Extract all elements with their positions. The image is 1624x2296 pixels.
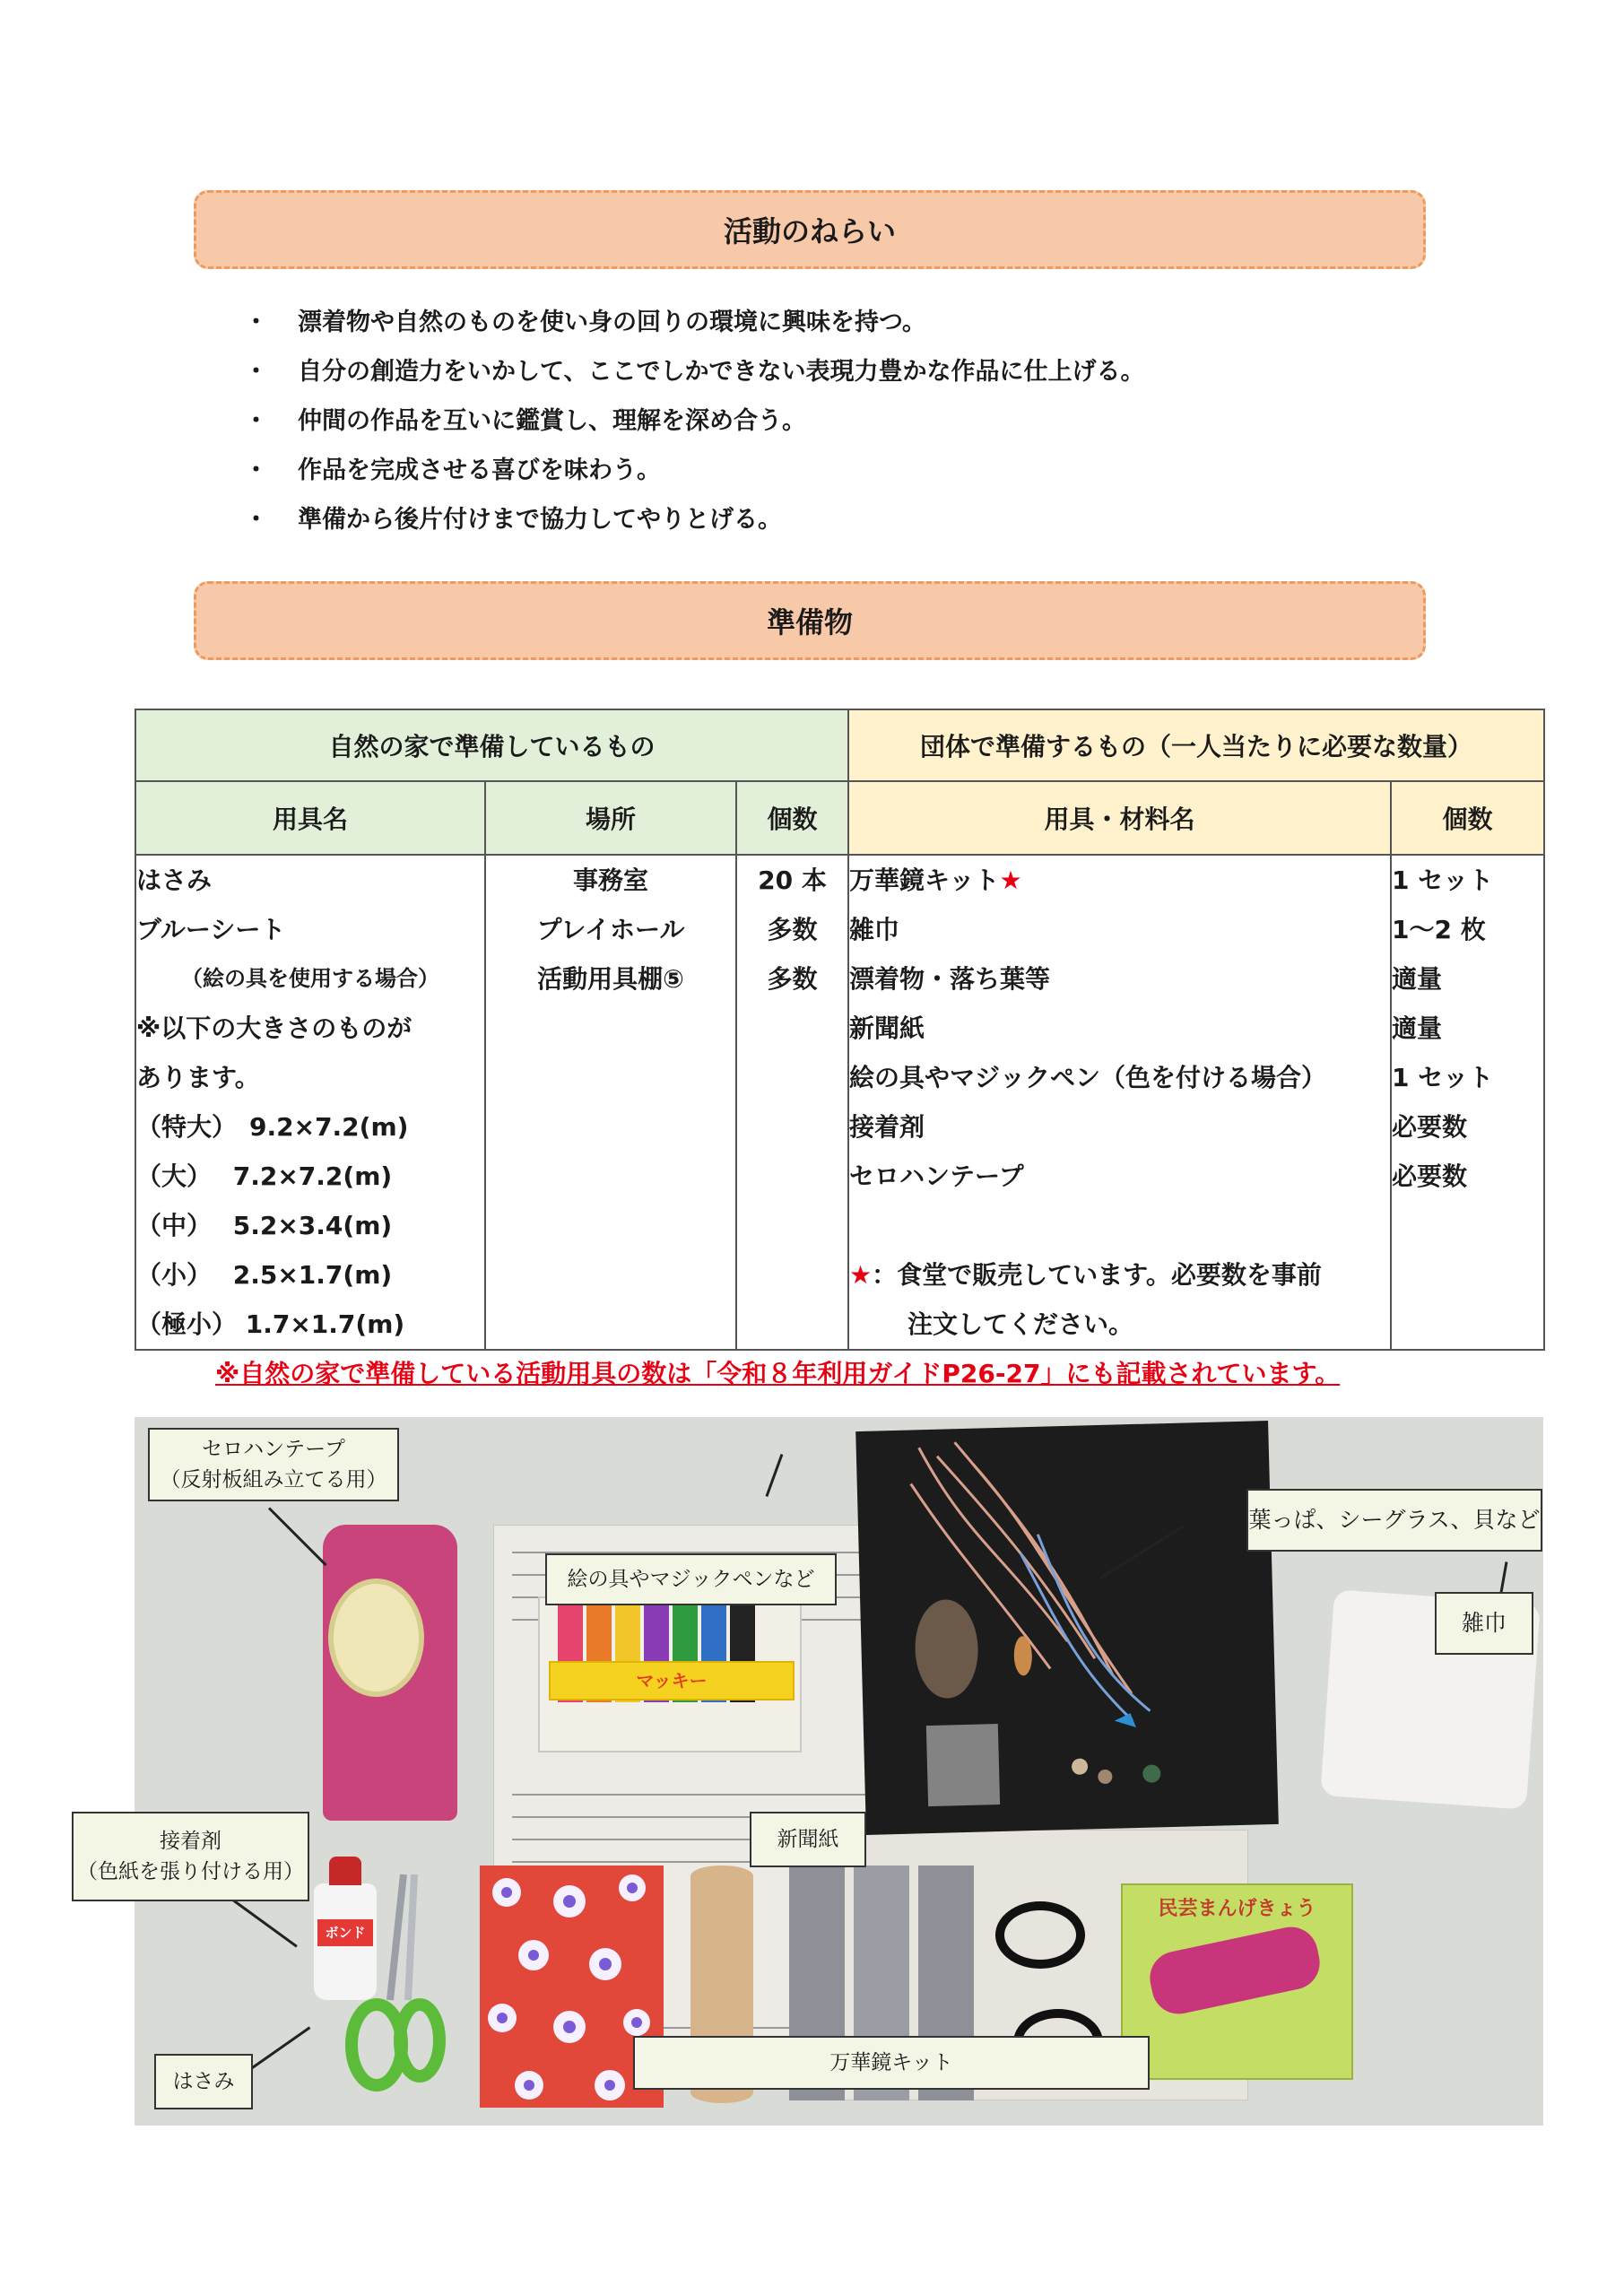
prep-table (135, 709, 1545, 1351)
leader-line (250, 2026, 310, 2069)
callout-paint-text: 絵の具やマジックペンなど (567, 1568, 815, 1591)
place-name: 事務室 (572, 865, 648, 895)
tool-cell (135, 855, 485, 1350)
material-name: 雑巾 (849, 915, 900, 944)
material-name: セロハンテープ (849, 1161, 1024, 1191)
material-count: 必要数 (1392, 1161, 1468, 1191)
star-note-text: ：食堂で販売しています。必要数を事前 (872, 1260, 1322, 1290)
callout-cloth (1435, 1592, 1533, 1655)
size-row: （特大） 9.2×7.2(m) (136, 1112, 409, 1142)
driftwood-items (855, 1421, 1279, 1835)
tape-dispenser-image (323, 1525, 457, 1821)
leader-line (268, 1507, 327, 1566)
eyepiece-ring-image (995, 1901, 1085, 1969)
aims-list (244, 298, 1144, 544)
scissors-image (341, 1866, 448, 2099)
prep-heading: 準備物 (766, 605, 853, 639)
leader-line (765, 1454, 783, 1497)
count-value: 多数 (767, 964, 818, 994)
size-row: （小） 2.5×1.7(m) (136, 1260, 393, 1290)
material-count: 1～2 枚 (1392, 915, 1486, 944)
marker-pack-image (538, 1596, 802, 1752)
col-material-header: 用具・材料名 (848, 781, 1391, 855)
callout-scissors (154, 2054, 253, 2109)
size-note: ※以下の大きさのものが (136, 1013, 413, 1043)
count-value: 20 本 (758, 865, 827, 895)
material-name: 絵の具やマジックペン（色を付ける場合） (849, 1063, 1327, 1092)
aims-item: ・ 漂着物や自然のものを使い身の回りの環境に興味を持つ。 (244, 298, 1144, 347)
star-note-cont: 注文してください。 (908, 1309, 1134, 1339)
material-text: 万華鏡キット (849, 865, 1000, 895)
aims-item: ・ 作品を完成させる喜びを味わう。 (244, 446, 1144, 495)
tool-name: はさみ (136, 865, 213, 895)
star-mark: ★ (999, 865, 1022, 895)
callout-kit (633, 2036, 1150, 2090)
callout-tape (148, 1428, 399, 1501)
spacer (849, 1201, 1390, 1250)
aims-item: ・ 準備から後片付けまで協力してやりとげる。 (244, 495, 1144, 544)
marker-brand: マッキー (549, 1661, 795, 1700)
material-count: 必要数 (1392, 1112, 1468, 1142)
material-cell (848, 855, 1391, 1350)
materials-photo (77, 1417, 1543, 2126)
count-value: 多数 (767, 915, 818, 944)
kit-package-image (1121, 1883, 1353, 2080)
col-tool-header: 用具名 (135, 781, 485, 855)
callout-tape-title: セロハンテープ (202, 1438, 345, 1461)
callout-cloth-text: 雑巾 (1461, 1610, 1507, 1636)
tape-roll (328, 1578, 424, 1697)
star-mark: ★ (849, 1260, 873, 1290)
left-group-header: 自然の家で準備しているもの (135, 709, 848, 781)
aims-item: ・ 自分の創造力をいかして、ここでしかできない表現力豊かな作品に仕上げる。 (244, 347, 1144, 396)
size-note: あります。 (136, 1063, 260, 1092)
count-cell (736, 855, 848, 1350)
material-name (849, 856, 1390, 905)
aims-item: ・ 仲間の作品を互いに鑑賞し、理解を深め合う。 (244, 396, 1144, 446)
callout-leaves (1246, 1489, 1542, 1552)
tool-name: ブルーシート (136, 915, 286, 944)
material-name: 接着剤 (849, 1112, 925, 1142)
callout-scissors-text: はさみ (172, 2070, 235, 2093)
material-count: 適量 (1392, 964, 1443, 994)
place-cell (485, 855, 736, 1350)
size-row: （中） 5.2×3.4(m) (136, 1211, 393, 1240)
guide-note: ※自然の家で準備している活動用具の数は「令和８年利用ガイドP26-27」にも記載されています。 (215, 1359, 1341, 1388)
col-count2-header: 個数 (1391, 781, 1544, 855)
aims-heading: 活動のねらい (723, 214, 896, 248)
prep-heading-banner (194, 581, 1426, 660)
size-row: （大） 7.2×7.2(m) (136, 1161, 393, 1191)
callout-kit-text: 万華鏡キット (829, 2051, 953, 2074)
callout-paint (545, 1553, 837, 1605)
size-row: （極小） 1.7×1.7(m) (136, 1309, 405, 1339)
col-count-header: 個数 (736, 781, 848, 855)
place-name: プレイホール (536, 915, 685, 944)
tool-note: （絵の具を使用する場合） (181, 966, 439, 991)
glue-brand: ボンド (317, 1919, 373, 1946)
kaleidoscope-tube (1145, 1922, 1324, 2019)
callout-glue (72, 1812, 309, 1901)
col-place-header: 場所 (485, 781, 736, 855)
material-name: 新聞紙 (849, 1013, 925, 1043)
callout-newspaper-text: 新聞紙 (777, 1828, 839, 1851)
star-note (849, 1250, 1390, 1300)
callout-leaves-text: 葉っぱ、シーグラス、貝など (1248, 1507, 1541, 1533)
material-count-cell (1391, 855, 1544, 1350)
callout-glue-sub: （色紙を張り付ける用） (77, 1860, 304, 1883)
callout-newspaper (750, 1812, 866, 1867)
right-group-header: 団体で準備するもの（一人当たりに必要な数量） (848, 709, 1544, 781)
kit-brand: 民芸まんげきょう (1158, 1898, 1316, 1920)
material-name: 漂着物・落ち葉等 (849, 964, 1051, 994)
material-count: 適量 (1392, 1013, 1443, 1043)
material-count: 1 セット (1392, 1063, 1494, 1092)
callout-tape-sub: （反射板組み立てる用） (160, 1468, 387, 1492)
place-name: 活動用具棚⑤ (537, 964, 684, 994)
black-board-image (855, 1421, 1279, 1835)
callout-glue-title: 接着剤 (160, 1830, 221, 1853)
aims-heading-banner (194, 190, 1426, 269)
material-count: 1 セット (1392, 865, 1494, 895)
